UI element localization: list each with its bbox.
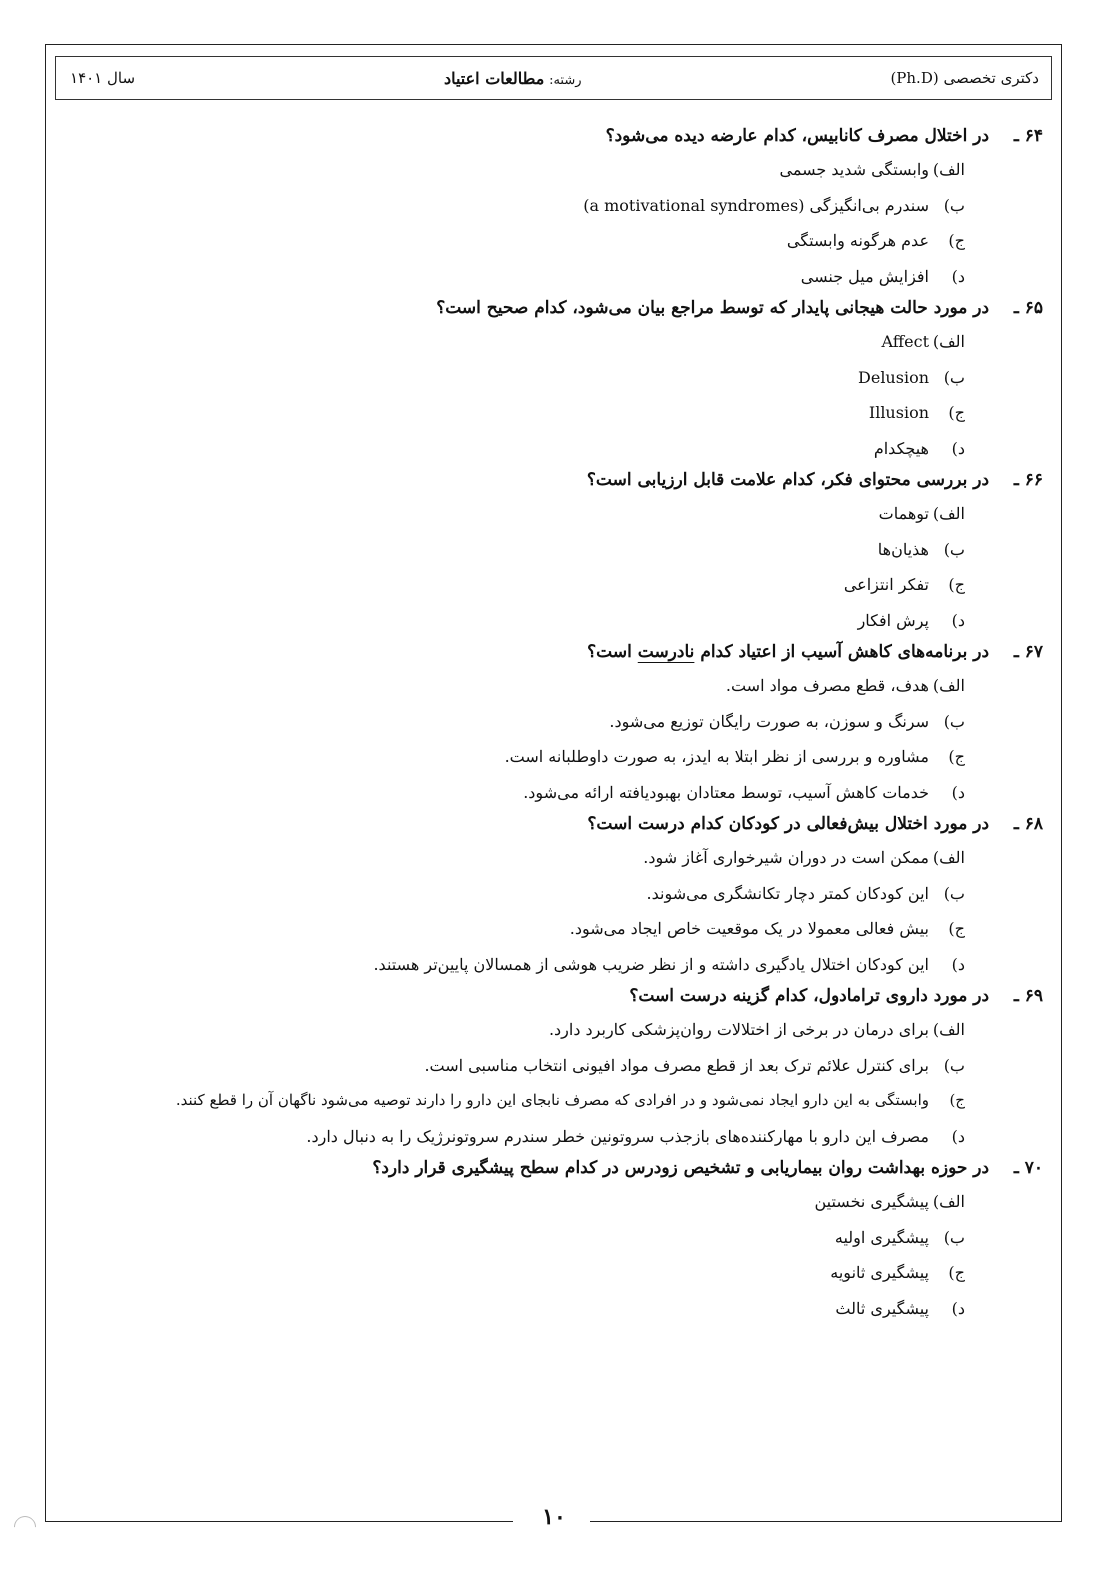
options-list [60,668,1043,810]
option-letter: الف) [932,1192,965,1211]
options-list [60,324,1043,466]
option-text: وابستگی به این دارو ایجاد نمی‌شود و در افرادی که مصرف نابجای این دارو را دارند توصیه می‌شود ناگهان آن را قطع کنند. [175,1091,929,1109]
option-letter: ج) [948,575,965,594]
option-text: بیش فعالی معمولا در یک موقعیت خاص ایجاد می‌شود. [569,919,929,938]
field-title [444,69,582,88]
options-list [60,1184,1043,1326]
option-alef [60,840,965,876]
question-65 [60,294,1043,466]
footer-rule-right [590,1521,1062,1522]
question-stem [60,638,1043,668]
options-list [60,840,1043,982]
options-list [60,152,1043,294]
question-number: ۶۸ ـ [1013,814,1043,834]
option-dal [60,259,965,295]
option-letter: الف) [932,1020,965,1039]
option-be [60,532,965,568]
option-dal [60,947,965,983]
option-text: هیچکدام [873,438,929,458]
option-letter: د) [951,1126,965,1146]
option-text: ممکن است در دوران شیرخواری آغاز شود. [643,848,929,867]
option-text: افزایش میل جنسی [800,266,929,286]
option-text: خدمات کاهش آسیب، توسط معتادان بهبودیافته ارائه می‌شود. [523,782,929,802]
question-text: در اختلال مصرف کانابیس، کدام عارضه دیده می‌شود؟ [605,126,990,146]
option-letter: ج) [948,231,965,250]
question-text-part: است؟ [587,642,632,662]
option-text: این کودکان کمتر دچار تکانشگری می‌شوند. [646,883,929,903]
option-alef [60,152,965,188]
option-alef [60,496,965,532]
option-be [60,1220,965,1256]
option-letter: ب) [943,539,965,559]
option-alef [60,668,965,704]
option-text: پیشگیری نخستین [814,1192,929,1211]
option-text: برای کنترل علائم ترک بعد از قطع مصرف مواد افیونی انتخاب مناسبی است. [424,1055,929,1075]
option-dal [60,431,965,467]
option-text: Delusion [858,367,929,387]
option-letter: د) [951,610,965,630]
option-text: پیشگیری اولیه [834,1227,929,1247]
option-letter: ج) [948,747,965,766]
question-stem [60,122,1043,152]
option-alef [60,1184,965,1220]
option-letter: ب) [943,367,965,387]
question-69 [60,982,1043,1154]
option-text: پرش افکار [857,610,929,630]
option-letter: ب) [943,711,965,731]
option-letter: ج) [948,1263,965,1282]
option-letter: ج) [949,1091,965,1109]
option-text: هدف، قطع مصرف مواد است. [725,676,929,695]
question-text: در مورد حالت هیجانی پایدار که توسط مراجع بیان می‌شود، کدام صحیح است؟ [436,298,990,318]
scan-corner-mark [9,1511,40,1542]
option-letter: ب) [943,1055,965,1075]
option-letter: ج) [948,403,965,422]
question-stem [60,982,1043,1012]
option-text: سندرم بی‌انگیزگی (a motivational syndromes) [583,195,929,215]
option-dal [60,603,965,639]
option-text: توهمات [878,504,929,523]
option-letter: د) [951,782,965,802]
option-text: Affect [881,332,929,351]
field-label: رشته: [549,72,582,88]
question-number: ۶۵ ـ [1013,298,1043,318]
question-68 [60,810,1043,982]
option-letter: ب) [943,883,965,903]
option-jim [60,223,965,259]
option-jim [60,739,965,775]
option-dal [60,1291,965,1327]
option-be [60,1048,965,1084]
option-dal [60,775,965,811]
option-be [60,188,965,224]
field-value: مطالعات اعتیاد [443,68,545,88]
option-jim [60,567,965,603]
question-stem [60,294,1043,324]
option-alef [60,324,965,360]
question-stem [60,810,1043,840]
footer-rule-left [45,1521,513,1522]
option-text: Illusion [868,403,929,422]
questions-list [60,122,1043,1326]
option-jim [60,1083,965,1119]
question-text: در مورد داروی ترامادول، کدام گزینه درست است؟ [629,986,990,1006]
question-67 [60,638,1043,810]
option-text: وابستگی شدید جسمی [779,160,929,179]
option-text: این کودکان اختلال یادگیری داشته و از نظر ضریب هوشی از همسالان پایین‌تر هستند. [373,954,929,974]
option-text: مشاوره و بررسی از نظر ابتلا به ایدز، به صورت داوطلبانه است. [504,747,929,766]
question-text-part: در برنامه‌های کاهش آسیب از اعتیاد کدام [700,642,990,662]
option-dal [60,1119,965,1155]
option-text: تفکر انتزاعی [843,575,929,594]
question-number: ۷۰ ـ [1013,1158,1043,1178]
option-jim [60,911,965,947]
question-stem [60,466,1043,496]
question-66 [60,466,1043,638]
question-emphasis: نادرست [637,642,695,662]
question-64 [60,122,1043,294]
question-number: ۶۹ ـ [1013,986,1043,1006]
option-letter: ب) [943,195,965,215]
option-text: پیشگیری ثالث [835,1298,929,1318]
exam-year: سال ۱۴۰۱ [70,69,136,87]
option-letter: الف) [932,504,965,523]
option-letter: الف) [932,848,965,867]
option-letter: د) [951,438,965,458]
option-alef [60,1012,965,1048]
question-text: در حوزه بهداشت روان بیماریابی و تشخیص زودرس در کدام سطح پیشگیری قرار دارد؟ [372,1158,990,1178]
option-text: مصرف این دارو با مهارکننده‌های بازجذب سروتونین خطر سندرم سروتونرژیک را به دنبال دارد. [306,1126,929,1146]
option-text: سرنگ و سوزن، به صورت رایگان توزیع می‌شود. [609,711,929,731]
option-text: پیشگیری ثانویه [830,1263,929,1282]
option-letter: الف) [932,676,965,695]
option-letter: الف) [932,160,965,179]
option-letter: الف) [932,332,965,351]
question-text [587,642,989,662]
degree-label: دکتری تخصصی (Ph.D) [890,69,1039,87]
question-text: در بررسی محتوای فکر، کدام علامت قابل ارزیابی است؟ [586,470,990,490]
options-list [60,1012,1043,1154]
option-jim [60,1255,965,1291]
option-letter: ب) [943,1227,965,1247]
option-text: برای درمان در برخی از اختلالات روان‌پزشکی کاربرد دارد. [548,1020,929,1039]
option-text: عدم هرگونه وابستگی [786,231,929,250]
option-jim [60,395,965,431]
page-number: ۱۰ [542,1504,566,1530]
question-70 [60,1154,1043,1326]
options-list [60,496,1043,638]
option-text: هذیان‌ها [877,539,929,559]
question-number: ۶۴ ـ [1013,126,1043,146]
question-text: در مورد اختلال بیش‌فعالی در کودکان کدام درست است؟ [587,814,990,834]
option-letter: د) [951,954,965,974]
option-letter: د) [951,1298,965,1318]
option-letter: ج) [948,919,965,938]
question-stem [60,1154,1043,1184]
option-be [60,876,965,912]
option-be [60,360,965,396]
question-number: ۶۷ ـ [1013,642,1043,662]
option-be [60,704,965,740]
exam-header [55,56,1052,100]
option-letter: د) [951,266,965,286]
question-number: ۶۶ ـ [1013,470,1043,490]
